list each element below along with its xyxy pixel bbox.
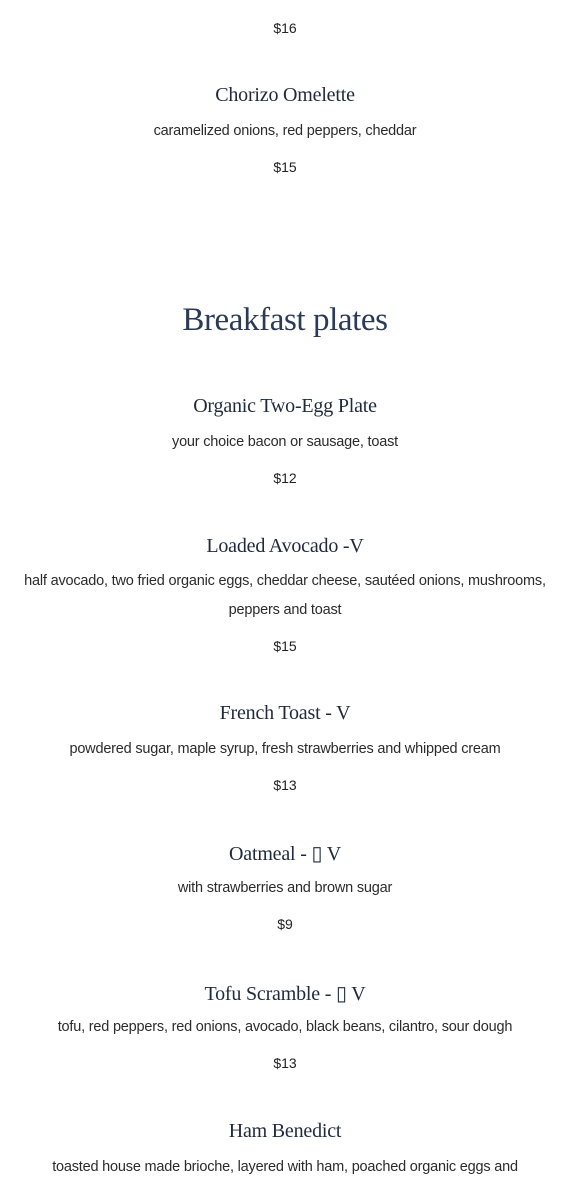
item-price: $12 (273, 470, 297, 486)
item-description: tofu, red peppers, red onions, avocado, black beans, cilantro, sour dough (57, 1019, 513, 1035)
item-description: powdered sugar, maple syrup, fresh strawberries and whipped cream (69, 741, 501, 757)
item-price: $9 (277, 916, 293, 932)
item-name: French Toast - V (219, 702, 351, 724)
item-description: toasted house made brioche, layered with ham, poached organic eggs and (52, 1159, 518, 1175)
item-description: caramelized onions, red peppers, cheddar (153, 123, 417, 139)
item-name: Loaded Avocado -V (206, 535, 364, 557)
item-description: with strawberries and brown sugar (177, 880, 393, 896)
item-price: $16 (273, 20, 297, 36)
item-name: Organic Two-Egg Plate (193, 395, 377, 417)
item-price: $15 (273, 638, 297, 654)
item-name: Tofu Scramble - ▯ V (204, 983, 366, 1005)
item-price: $13 (273, 1055, 297, 1071)
item-name: Ham Benedict (228, 1120, 342, 1142)
item-price: $15 (273, 159, 297, 175)
item-price: $13 (273, 777, 297, 793)
section-title: Breakfast plates (182, 302, 388, 338)
item-name: Chorizo Omelette (215, 84, 355, 106)
item-name: Oatmeal - ▯ V (229, 843, 341, 865)
item-description: your choice bacon or sausage, toast (172, 434, 398, 450)
item-description: half avocado, two fried organic eggs, cheddar cheese, sautéed onions, mushrooms, peppers and toast (24, 573, 546, 618)
